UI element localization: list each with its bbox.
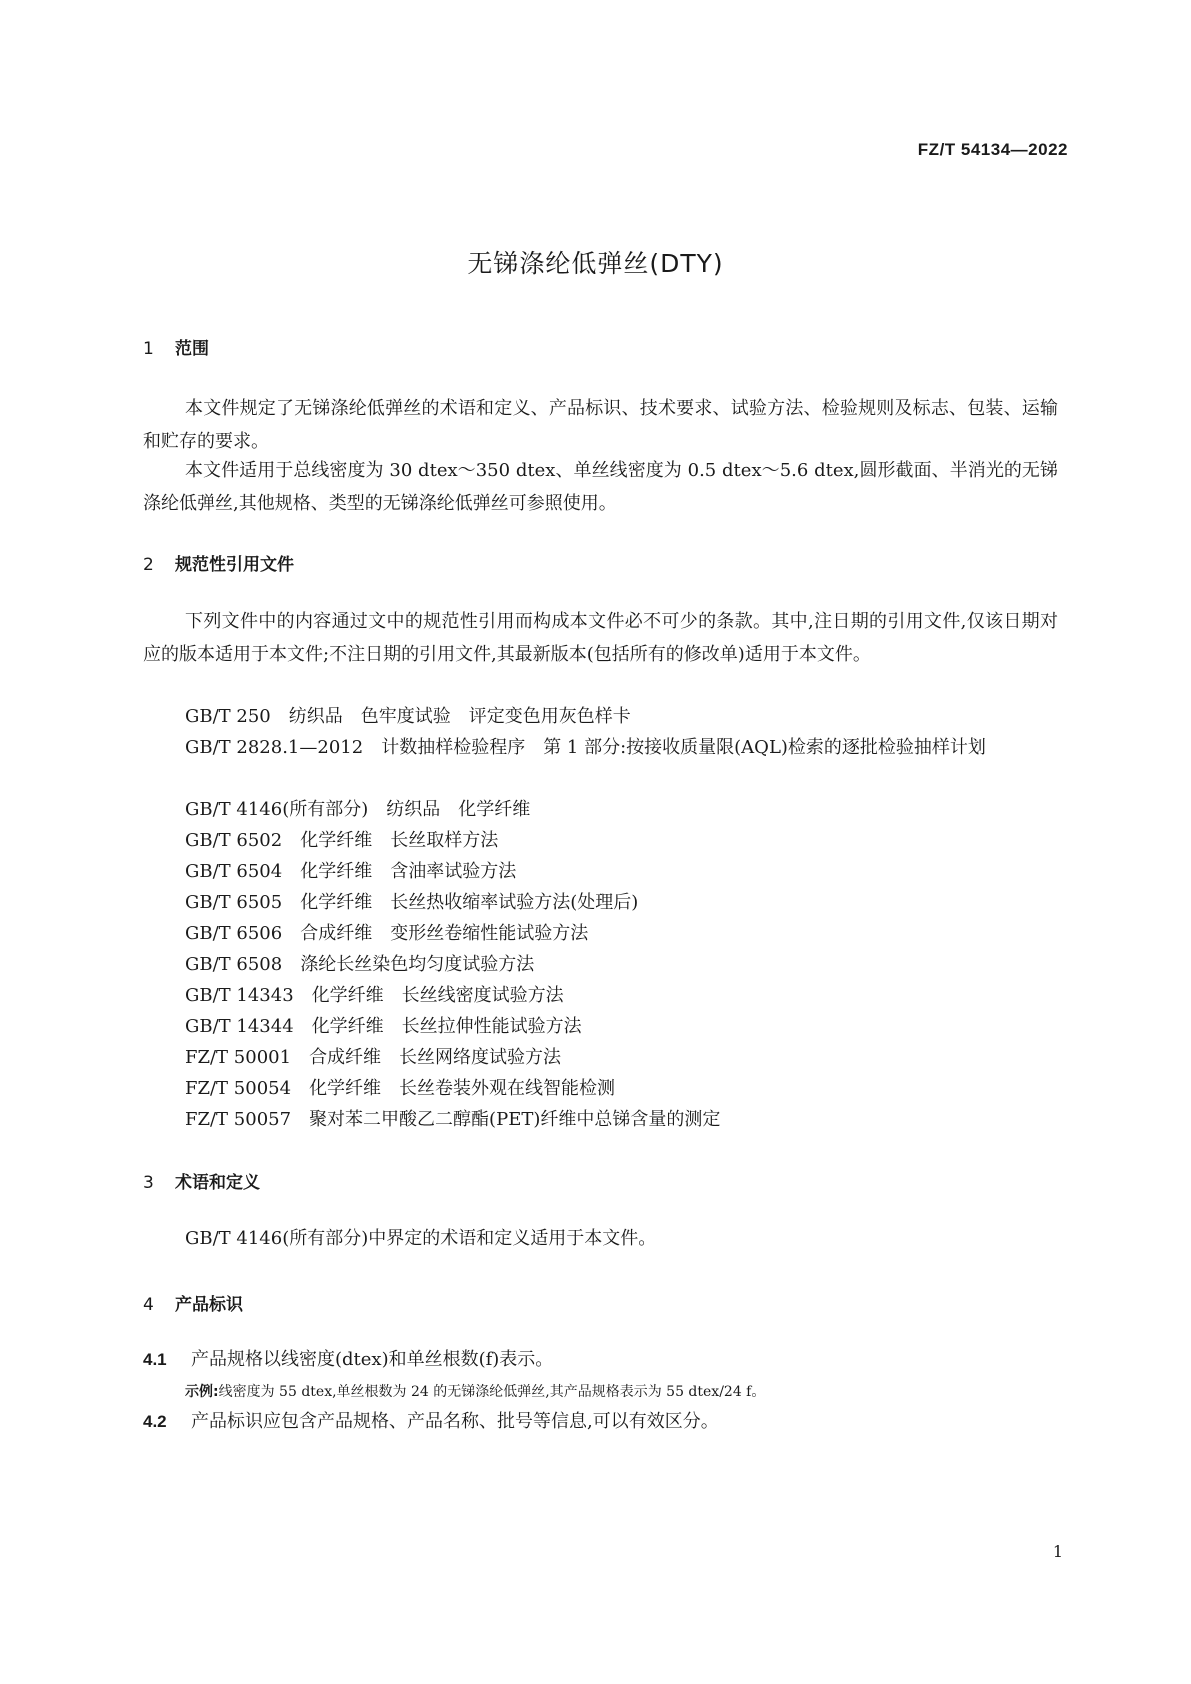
document-title: 无锑涤纶低弹丝(DTY) xyxy=(467,249,724,278)
reference-title: 合成纤维 长丝网络度试验方法 xyxy=(309,1047,562,1068)
reference-item xyxy=(185,979,564,1012)
clause-text: 产品规格以线密度(dtex)和单丝根数(f)表示。 xyxy=(191,1349,554,1370)
reference-code: GB/T 14344 xyxy=(185,1016,294,1037)
clause-number: 4.2 xyxy=(143,1412,167,1431)
reference-title: 化学纤维 长丝卷装外观在线智能检测 xyxy=(309,1078,616,1099)
reference-title: 纺织品 色牢度试验 评定变色用灰色样卡 xyxy=(288,706,631,727)
scope-paragraph-1: 本文件规定了无锑涤纶低弹丝的术语和定义、产品标识、技术要求、试验方法、检验规则及标志、包装、运输和贮存的要求。 xyxy=(143,398,1058,452)
section-title: 范围 xyxy=(175,339,209,359)
example-label: 示例: xyxy=(185,1384,219,1400)
reference-code: FZ/T 50001 xyxy=(185,1047,292,1068)
example-note xyxy=(185,1381,765,1401)
reference-code: GB/T 6505 xyxy=(185,892,283,913)
clause-4-2 xyxy=(143,1405,719,1438)
reference-code: GB/T 6504 xyxy=(185,861,283,882)
reference-item xyxy=(185,824,498,857)
section-title: 术语和定义 xyxy=(175,1173,260,1193)
reference-item xyxy=(185,1010,582,1043)
section-number: 1 xyxy=(143,339,154,359)
reference-item xyxy=(185,886,638,919)
reference-item xyxy=(185,793,530,826)
reference-code: GB/T 2828.1—2012 xyxy=(185,737,364,758)
reference-item xyxy=(185,700,631,733)
page-number: 1 xyxy=(1052,1542,1063,1561)
reference-code: FZ/T 50057 xyxy=(185,1109,292,1130)
section-number: 3 xyxy=(143,1173,154,1193)
reference-title: 化学纤维 长丝拉伸性能试验方法 xyxy=(311,1016,582,1037)
clause-text: 产品标识应包含产品规格、产品名称、批号等信息,可以有效区分。 xyxy=(191,1411,719,1432)
section-title: 规范性引用文件 xyxy=(175,555,294,575)
clause-number: 4.1 xyxy=(143,1350,167,1369)
clause-4-1 xyxy=(143,1343,553,1376)
references-intro: 下列文件中的内容通过文中的规范性引用而构成本文件必不可少的条款。其中,注日期的引用文件,仅该日期对应的版本适用于本文件;不注日期的引用文件,其最新版本(包括所有的修改单)适用于本文件。 xyxy=(143,611,1058,665)
reference-code: FZ/T 50054 xyxy=(185,1078,292,1099)
reference-title: 涤纶长丝染色均匀度试验方法 xyxy=(300,954,535,975)
section-3-heading xyxy=(143,1168,260,1193)
reference-code: GB/T 250 xyxy=(185,706,271,727)
reference-code: GB/T 6502 xyxy=(185,830,283,851)
reference-code: GB/T 4146(所有部分) xyxy=(185,799,369,820)
reference-title: 化学纤维 含油率试验方法 xyxy=(300,861,517,882)
reference-item xyxy=(143,731,1058,764)
section-number: 4 xyxy=(143,1295,154,1315)
scope-paragraph-2: 本文件适用于总线密度为 30 dtex～350 dtex、单丝线密度为 0.5 dtex～5.6 dtex,圆形截面、半消光的无锑涤纶低弹丝,其他规格、类型的无锑涤纶低弹丝可参照使用。 xyxy=(143,460,1058,514)
reference-title: 化学纤维 长丝取样方法 xyxy=(300,830,499,851)
reference-code: GB/T 6508 xyxy=(185,954,283,975)
reference-title: 纺织品 化学纤维 xyxy=(386,799,531,820)
section-title: 产品标识 xyxy=(175,1295,243,1315)
reference-code: GB/T 6506 xyxy=(185,923,283,944)
reference-title: 计数抽样检验程序 第 1 部分:按接收质量限(AQL)检索的逐批检验抽样计划 xyxy=(381,737,986,758)
reference-item xyxy=(185,1072,615,1105)
terms-paragraph: GB/T 4146(所有部分)中界定的术语和定义适用于本文件。 xyxy=(185,1228,657,1249)
reference-item xyxy=(185,855,516,888)
section-1-heading xyxy=(143,334,209,359)
section-number: 2 xyxy=(143,555,154,575)
reference-code: GB/T 14343 xyxy=(185,985,294,1006)
reference-title: 化学纤维 长丝热收缩率试验方法(处理后) xyxy=(300,892,639,913)
reference-item xyxy=(185,1103,720,1136)
reference-item xyxy=(185,1041,561,1074)
standard-code: FZ/T 54134—2022 xyxy=(917,140,1068,159)
reference-item xyxy=(185,917,588,950)
section-4-heading xyxy=(143,1290,243,1315)
section-2-heading xyxy=(143,550,294,575)
example-text: 线密度为 55 dtex,单丝根数为 24 的无锑涤纶低弹丝,其产品规格表示为 55 dtex/24 f。 xyxy=(218,1384,766,1400)
reference-item xyxy=(185,948,534,981)
reference-title: 化学纤维 长丝线密度试验方法 xyxy=(311,985,564,1006)
reference-title: 聚对苯二甲酸乙二醇酯(PET)纤维中总锑含量的测定 xyxy=(309,1109,721,1130)
reference-title: 合成纤维 变形丝卷缩性能试验方法 xyxy=(300,923,589,944)
